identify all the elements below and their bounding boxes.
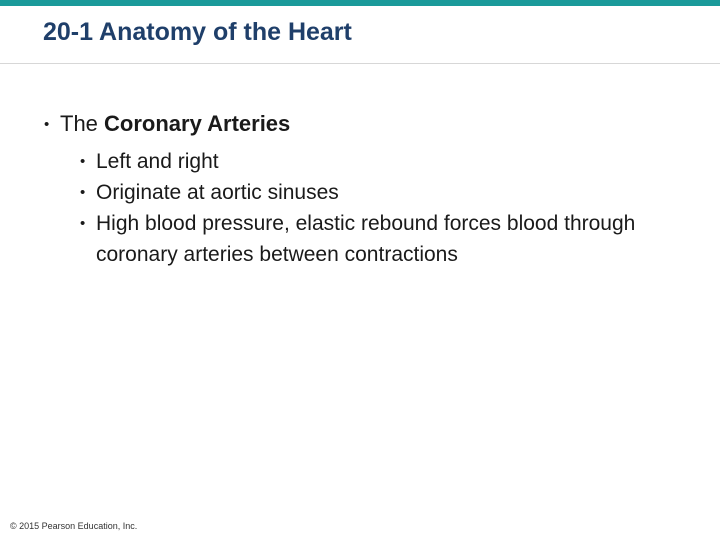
bullet-icon: • <box>80 153 86 170</box>
bullet-icon: • <box>44 116 50 133</box>
main-bullet <box>44 109 290 140</box>
main-bullet-bold: Coronary Arteries <box>104 111 291 136</box>
sub-bullet-list <box>80 146 700 270</box>
bullet-icon: • <box>80 215 86 232</box>
sub-bullet-text: Left and right <box>96 150 219 173</box>
copyright-footer: © 2015 Pearson Education, Inc. <box>10 521 138 531</box>
sub-bullet <box>80 177 700 208</box>
bullet-icon: • <box>80 184 86 201</box>
sub-bullet-text: High blood pressure, elastic rebound forces blood through coronary arteries between contractions <box>96 212 636 266</box>
sub-bullet <box>80 208 700 270</box>
top-accent-bar <box>0 0 720 6</box>
sub-bullet-text: Originate at aortic sinuses <box>96 181 339 204</box>
slide-title: 20-1 Anatomy of the Heart <box>43 18 352 46</box>
main-bullet-prefix: The <box>60 111 105 136</box>
title-divider <box>0 63 720 64</box>
sub-bullet <box>80 146 700 177</box>
